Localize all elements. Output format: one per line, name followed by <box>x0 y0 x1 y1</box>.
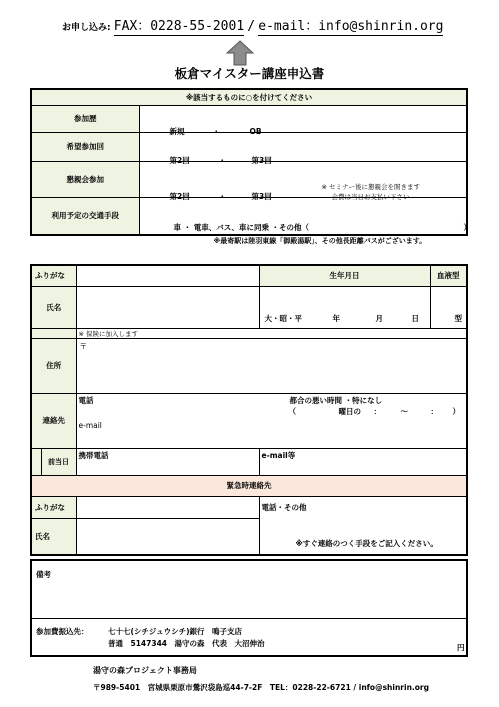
emergency-phone-input[interactable] <box>259 496 467 555</box>
insurance-note-row <box>76 328 467 338</box>
address-input[interactable] <box>76 338 467 393</box>
instruction-row: ※該当するものに○を付けてください <box>31 89 467 105</box>
furigana-input[interactable] <box>76 265 259 286</box>
organization-address: 〒989-5401 宮城県栗原市鶯沢袋島巡44-7-2F TEL：0228-22-6721 / info@shinrin.org <box>93 683 429 692</box>
month-unit: 月 <box>375 314 383 323</box>
option-dot: ・ <box>218 155 226 165</box>
label-mobile-phone: 携帯電話 <box>78 450 109 460</box>
name-input[interactable] <box>76 286 259 328</box>
emergency-contact-header: 緊急時連絡先 <box>31 475 467 496</box>
contact-email: e-mail：info@shinrin.org <box>258 19 444 34</box>
label-social-gathering: 懇親会参加 <box>31 161 139 197</box>
remarks-input[interactable] <box>31 560 467 618</box>
email-etc-input[interactable] <box>259 448 467 475</box>
emergency-furigana-input[interactable] <box>76 496 259 519</box>
label-phone: 電話 <box>78 395 94 405</box>
blood-type-input[interactable] <box>430 286 467 328</box>
applicant-info-table <box>30 264 468 556</box>
bank-account: 普通 5147344 湯守の森 代表 大沼伸治 <box>108 638 265 648</box>
label-contact: 連絡先 <box>31 393 76 448</box>
time-wave: ～ <box>400 406 408 416</box>
weekday-close-paren: ） <box>452 406 460 416</box>
weekday-label: 曜日の <box>338 406 361 416</box>
organization-name: 湯守の森プロジェクト事務局 <box>93 666 197 675</box>
option-session-3[interactable]: 第3回 <box>251 155 272 165</box>
option-new[interactable]: 新規 <box>169 126 185 136</box>
transportation-options[interactable] <box>139 197 471 245</box>
label-blood-type: 血液型 <box>430 265 467 286</box>
inconvenient-time[interactable]: 都合の悪い時間 ・特になし <box>289 395 383 405</box>
label-participation-history: 参加歴 <box>31 105 139 132</box>
label-email-etc: e-mail等 <box>261 450 296 460</box>
social-note-1: ※ セミナー後に懇親会を開きます <box>321 183 421 191</box>
desired-session-options[interactable] <box>139 132 467 165</box>
bank-name: 七十七(シチジュウシチ)銀行 鳴子支店 <box>108 626 243 636</box>
application-contact-line <box>62 20 443 33</box>
year-unit: 年 <box>332 314 340 323</box>
header-separator: / <box>247 19 256 34</box>
label-birth-date: 生年月日 <box>259 265 430 286</box>
label-transportation: 利用予定の交通手段 <box>31 197 139 235</box>
remarks-table <box>30 559 468 657</box>
label-furigana: ふりがな <box>31 265 76 286</box>
blood-type-unit: 型 <box>454 314 462 323</box>
label-fee-transfer: 参加費振込先： <box>36 626 89 636</box>
option-social-2[interactable]: 第2回 <box>169 192 190 201</box>
transport-close-paren: ） <box>463 222 471 232</box>
option-ob[interactable]: OB <box>249 126 262 136</box>
label-emergency-name: 氏名 <box>31 519 76 555</box>
fee-transfer-row[interactable] <box>31 618 467 656</box>
social-note-2: 会費は当日お支払い下さい <box>331 193 410 201</box>
label-desired-session: 希望参加回 <box>31 132 139 161</box>
label-prev-day: 前当日 <box>41 448 76 475</box>
yen-unit: 円 <box>457 642 465 652</box>
fax-number: FAX：0228-55-2001 <box>113 19 245 34</box>
day-unit: 日 <box>411 314 419 323</box>
label-email: e-mail <box>78 420 102 430</box>
mobile-phone-input[interactable] <box>76 448 259 475</box>
time-colon-1: ： <box>373 406 381 416</box>
apply-prefix: お申し込み: <box>62 23 111 33</box>
option-session-2[interactable]: 第2回 <box>169 155 190 165</box>
birth-date-input[interactable] <box>259 286 430 328</box>
contact-input[interactable] <box>76 393 467 448</box>
era-options[interactable]: 大・昭・平 <box>264 314 302 323</box>
social-gathering-options[interactable] <box>139 161 467 201</box>
weekday-open-paren: （ <box>288 406 296 416</box>
option-social-3[interactable]: 第3回 <box>251 192 272 201</box>
label-emergency-furigana: ふりがな <box>31 496 76 519</box>
label-address: 住所 <box>31 338 76 393</box>
label-phone-other: 電話・その他 <box>261 502 307 512</box>
form-title: 板倉マイスター講座申込書 <box>174 66 325 81</box>
insurance-note: ※ 保険に加入します <box>78 329 139 338</box>
time-colon-2: ： <box>430 406 438 416</box>
postal-mark: 〒 <box>79 341 87 351</box>
nearest-station-note: ※最寄駅は陸羽東線「御殿湯駅」、その他長距離バスがございます。 <box>213 236 427 245</box>
arrow-up-icon <box>226 40 254 66</box>
option-dot: ・ <box>212 126 220 136</box>
transport-option-list[interactable]: 車 ・ 電車、バス、車に同乗 ・その他（ <box>173 222 310 232</box>
label-name: 氏名 <box>31 286 76 328</box>
emergency-name-input[interactable] <box>76 519 259 555</box>
emergency-contact-note: ※すぐ連絡のつく手段をご記入ください。 <box>295 538 438 548</box>
participation-table <box>30 88 471 245</box>
option-dot: ・ <box>218 192 226 201</box>
label-remarks: 備考 <box>36 570 51 579</box>
participation-history-options[interactable] <box>139 105 467 136</box>
